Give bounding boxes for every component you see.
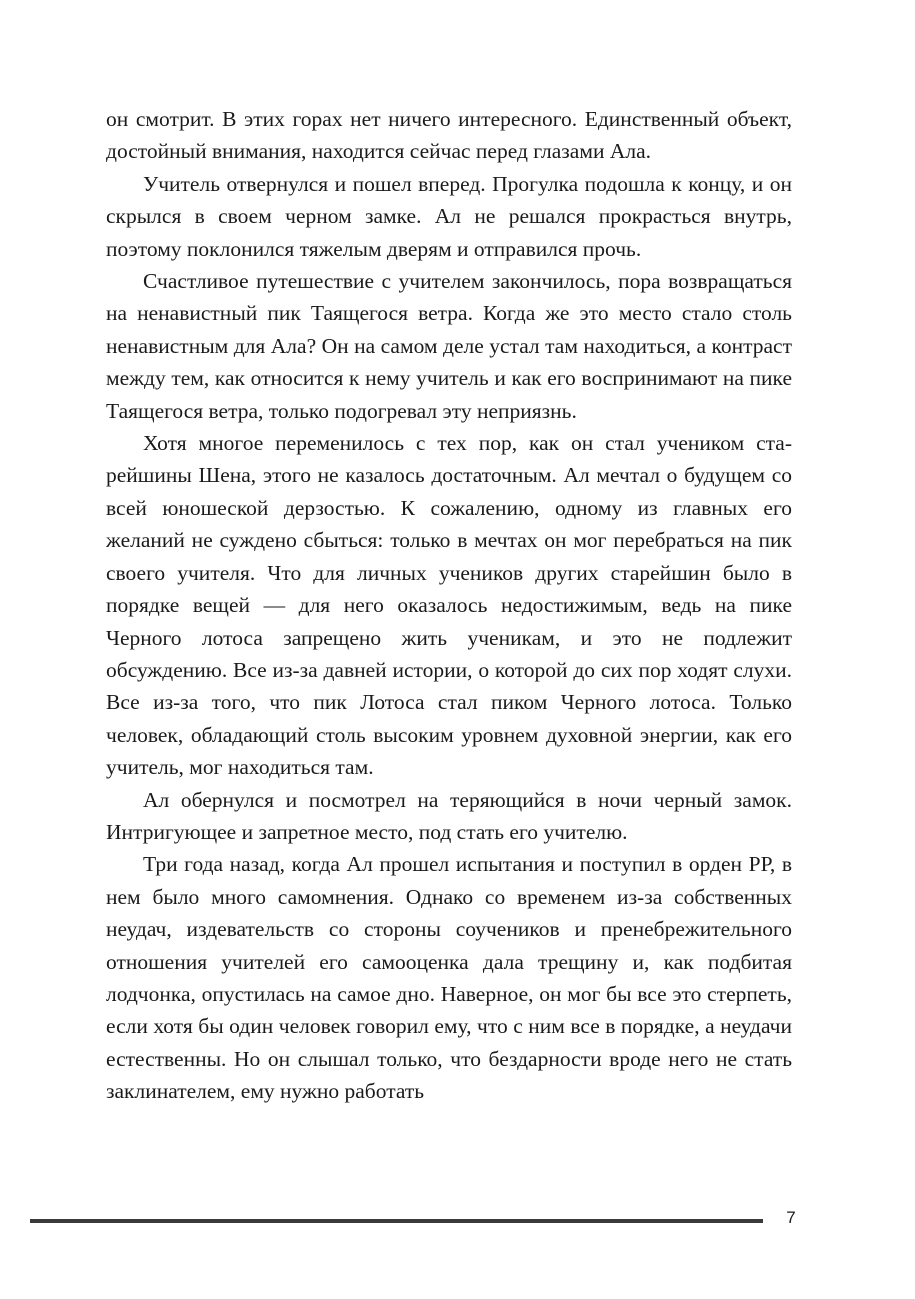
- paragraph-continuation: он смотрит. В этих горах нет ничего интересного. Единственный объект, достойный внимания, находится сейчас перед глазами Ала.: [106, 107, 792, 164]
- paragraph: Хотя многое переменилось с тех пор, как он стал учеником старейшины Шена, этого не казалось достаточным. Ал мечтал о будущем со всей юношеской дерзостью. К сожалению, одному из главных его желаний не суждено сбыться: только в мечтах он мог перебраться на пик своего учителя. Что для личных учеников других старейшин было в порядке вещей — для него оказалось недостижимым, ведь на пике Черного лотоса запрещено жить ученикам, и это не подлежит обсуждению. Все из-за давней истории, о которой до сих пор ходят слухи. Все из-за того, что пик Лотоса стал пиком Черного лотоса. Только человек, обладающий столь высоким уровнем духовной энергии, как его учитель, мог находиться там.: [106, 431, 792, 780]
- paragraph: Счастливое путешествие с учителем закончилось, пора возвращаться на ненавистный пик Таящегося ветра. Когда же это место стало столь ненавистным для Ала? Он на самом деле устал там находиться, а контраст между тем, как относится к нему учитель и как его воспринимают на пике Таящегося ветра, только подогревал эту неприязнь.: [106, 269, 792, 423]
- body-text: [106, 103, 792, 1108]
- page-number: 7: [786, 1208, 796, 1227]
- footer-rule: [30, 1219, 763, 1223]
- paragraph: Ал обернулся и посмотрел на теряющийся в ночи черный замок. Интригующее и запретное место, под стать его учителю.: [106, 787, 792, 844]
- paragraph: Три года назад, когда Ал прошел испытания и поступил в орден РР, в нем было много самомнения. Однако со временем из-за собственных неудач, издевательств со стороны соучеников и пренебрежительного отношения учителей его самооценка дала трещину и, как подбитая лодчонка, опустилась на самое дно. Наверное, он мог бы все это стерпеть, если хотя бы один человек говорил ему, что с ним все в порядке, а неудачи естественны. Но он слышал только, что бездарности вроде него не стать заклинателем, ему нужно работать: [106, 852, 792, 1104]
- paragraph: Учитель отвернулся и пошел вперед. Прогулка подошла к концу, и он скрылся в своем черном замке. Ал не решался прокрасться внутрь, поэтому поклонился тяжелым дверям и отправился прочь.: [106, 171, 792, 261]
